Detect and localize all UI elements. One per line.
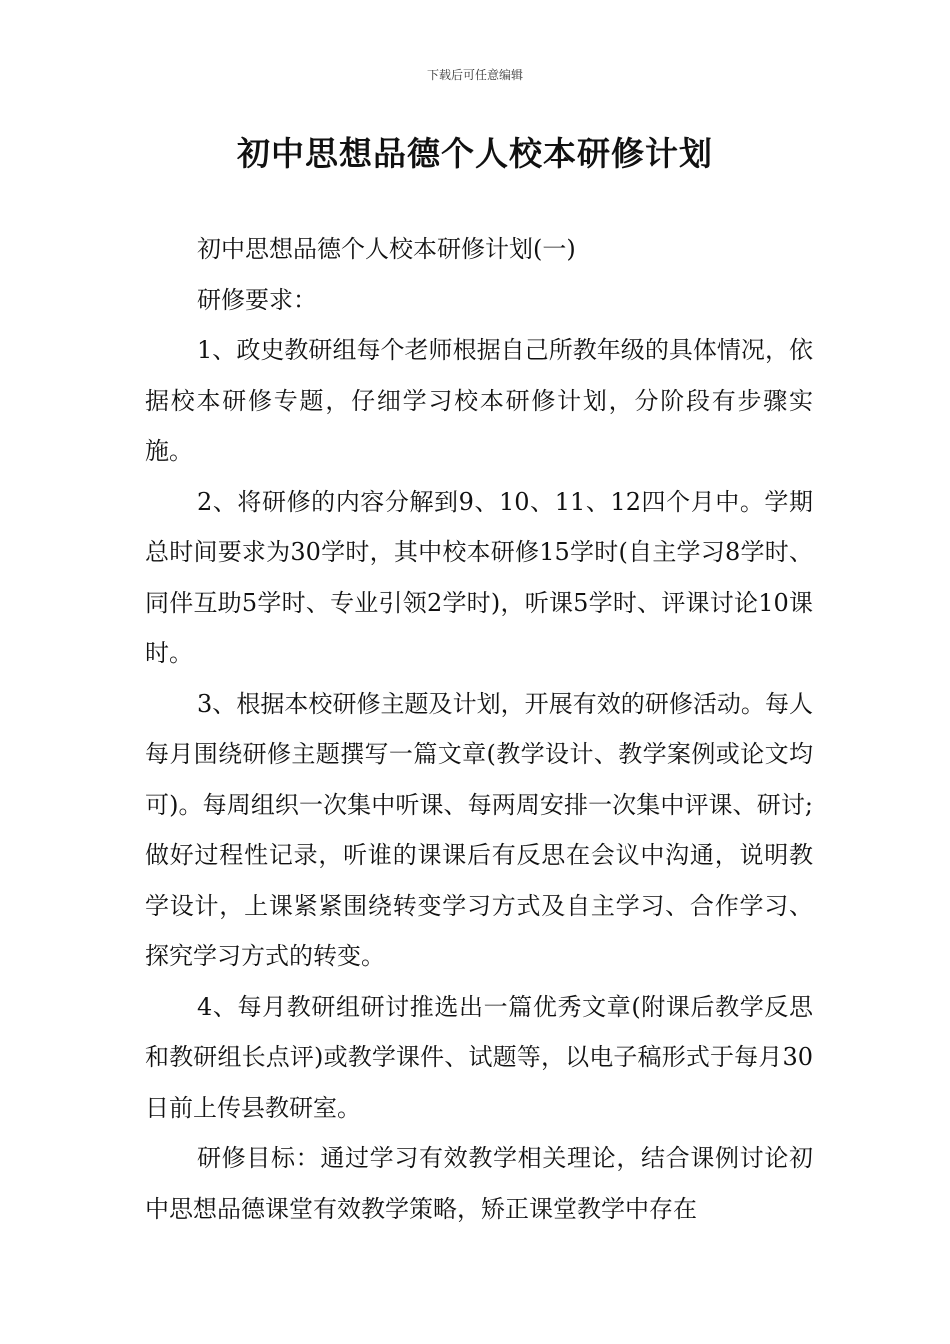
paragraph-item-1: 1、政史教研组每个老师根据自己所教年级的具体情况，依据校本研修专题，仔细学习校本研修计划，分阶段有步骤实施。 [145, 336, 813, 465]
header-note: 下载后可任意编辑 [426, 68, 523, 82]
paragraph-item-3: 3、根据本校研修主题及计划，开展有效的研修活动。每人每月围绕研修主题撰写一篇文章(教学设计、教学案例或论文均可)。每周组织一次集中听课、每两周安排一次集中评课、研讨;做好过程性记录，听谁的课课后有反思在会议中沟通，说明教学设计，上课紧紧围绕转变学习方式及自主学习、合作学习、探究学习方式的转变。 [145, 689, 813, 970]
paragraph-item-2: 2、将研修的内容分解到9、10、11、12四个月中。学期总时间要求为30学时，其中校本研修15学时(自主学习8学时、同伴互助5学时、专业引领2学时)，听课5学时、评课讨论10课时。 [145, 487, 813, 667]
document-title: 初中思想品德个人校本研修计划 [237, 134, 713, 173]
paragraph-requirements-heading: 研修要求： [197, 285, 317, 314]
paragraph-item-4: 4、每月教研组研讨推选出一篇优秀文章(附课后教学反思和教研组长点评)或教学课件、试题等，以电子稿形式于每月30日前上传县教研室。 [145, 992, 813, 1122]
document-body [145, 224, 813, 1234]
paragraph-subtitle: 初中思想品德个人校本研修计划(一) [197, 235, 576, 263]
paragraph-goals: 研修目标：通过学习有效教学相关理论，结合课例讨论初中思想品德课堂有效教学策略，矫正课堂教学中存在 [145, 1144, 813, 1223]
